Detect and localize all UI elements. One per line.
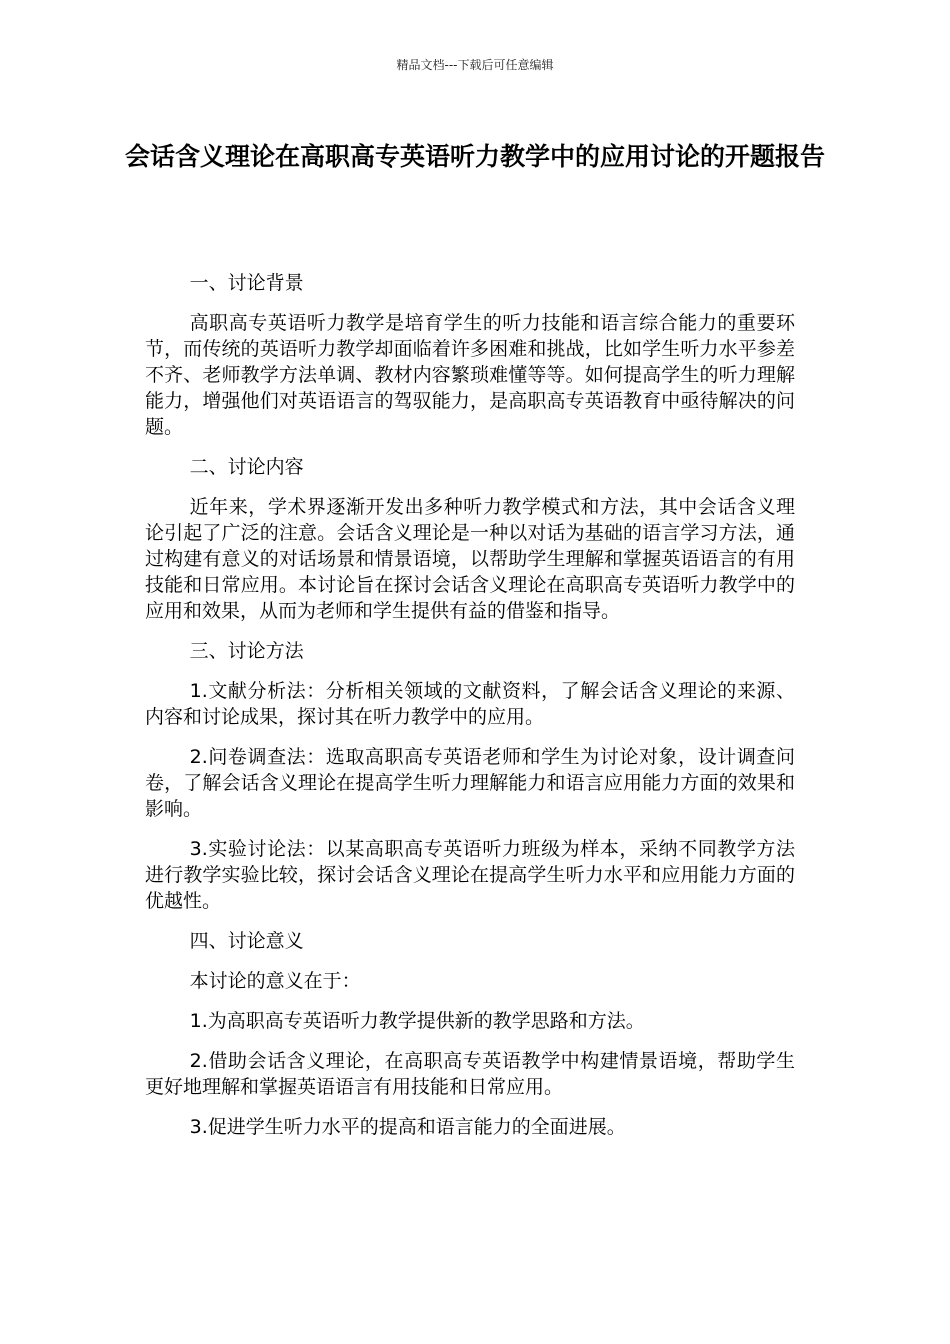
document-title: 会话含义理论在高职高专英语听力教学中的应用讨论的开题报告 xyxy=(124,142,825,171)
paragraph-content: 近年来，学术界逐渐开发出多种听力教学模式和方法，其中会话含义理论引起了广泛的注意。会话含义理论是一种以对话为基础的语言学习方法，通过构建有意义的对话场景和情景语境，以帮助学生理解和掌握英语语言的有用技能和日常应用。本讨论旨在探讨会话含义理论在高职高专英语听力教学中的应用和效果，从而为老师和学生提供有益的借鉴和指导。 xyxy=(145,496,795,622)
significance-item-1: 1.为高职高专英语听力教学提供新的教学思路和方法。 xyxy=(189,1010,645,1032)
significance-item-3: 3.促进学生听力水平的提高和语言能力的全面进展。 xyxy=(189,1116,626,1138)
paragraph-background: 高职高专英语听力教学是培育学生的听力技能和语言综合能力的重要环节，而传统的英语听力教学却面临着许多困难和挑战，比如学生听力水平参差不齐、老师教学方法单调、教材内容繁琐难懂等等。如何提高学生的听力理解能力，增强他们对英语语言的驾驭能力，是高职高专英语教育中亟待解决的问题。 xyxy=(145,312,795,438)
method-item-3: 3.实验讨论法：以某高职高专英语听力班级为样本，采纳不同教学方法进行教学实验比较，探讨会话含义理论在提高学生听力水平和应用能力方面的优越性。 xyxy=(145,838,795,912)
method-item-1: 1.文献分析法：分析相关领域的文献资料，了解会话含义理论的来源、内容和讨论成果，探讨其在听力教学中的应用。 xyxy=(145,680,795,728)
significance-intro: 本讨论的意义在于： xyxy=(189,970,361,992)
section-heading-methods: 三、讨论方法 xyxy=(189,640,304,662)
section-heading-content: 二、讨论内容 xyxy=(189,456,304,478)
section-heading-significance: 四、讨论意义 xyxy=(189,930,304,952)
significance-item-2: 2.借助会话含义理论，在高职高专英语教学中构建情景语境，帮助学生更好地理解和掌握英语语言有用技能和日常应用。 xyxy=(145,1050,795,1098)
page-header: 精品文档---下载后可任意编辑 xyxy=(396,58,554,72)
method-item-2: 2.问卷调查法：选取高职高专英语老师和学生为讨论对象，设计调查问卷，了解会话含义理论在提高学生听力理解能力和语言应用能力方面的效果和影响。 xyxy=(145,746,795,820)
document-body xyxy=(145,270,795,1154)
section-heading-background: 一、讨论背景 xyxy=(189,272,304,294)
